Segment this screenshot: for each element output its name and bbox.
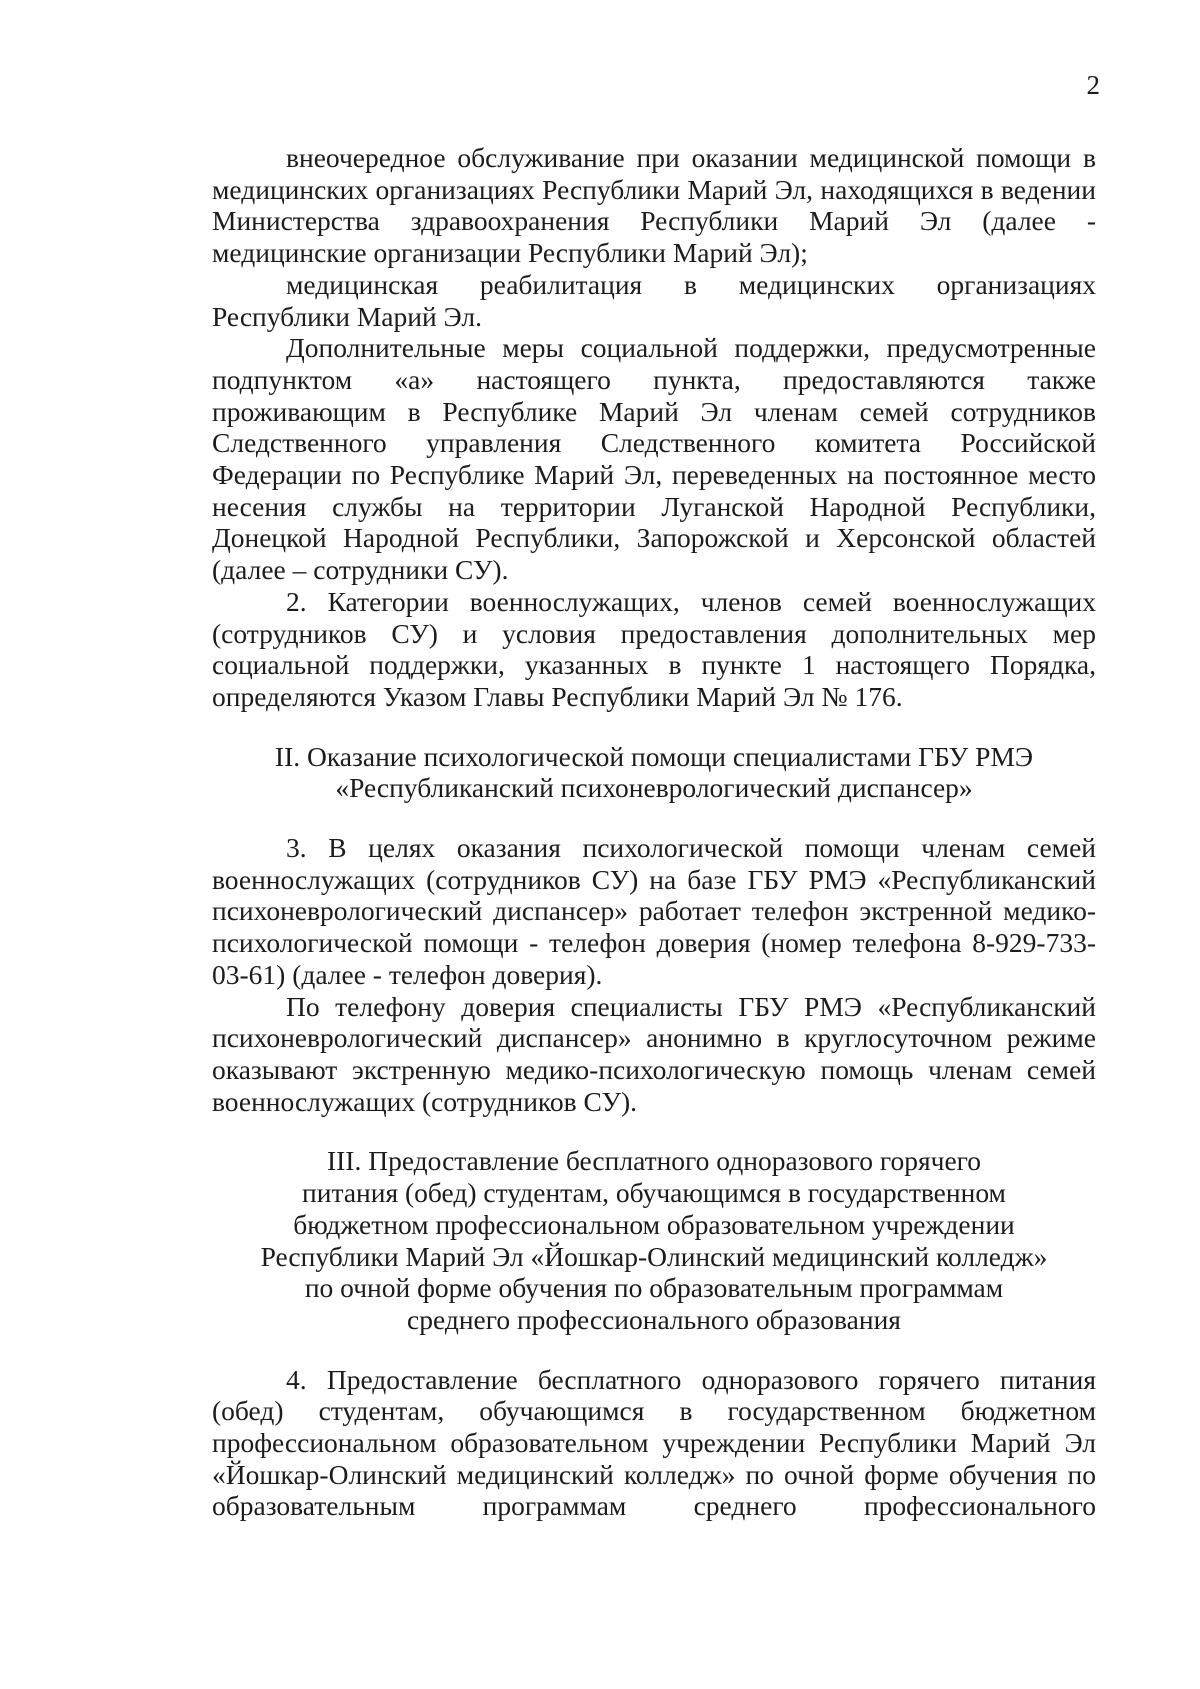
section-heading-line: среднего профессионального образования xyxy=(407,1303,901,1335)
section-heading-line: питания (обед) студентам, обучающимся в государственном xyxy=(302,1177,1006,1209)
paragraph-point-2: 2. Категории военнослужащих, членов семей военнослужащих (сотрудников СУ) и условия предоставления дополнительных мер социальной поддержки, указанных в пункте 1 настоящего Порядка, определяются Указом Главы Республики Марий Эл № 176. xyxy=(212,585,1096,712)
section-heading-3 xyxy=(212,1145,1096,1335)
section-heading-line: по очной форме обучения по образовательным программам xyxy=(304,1272,1004,1304)
paragraph-extraordinary-service: внеочередное обслуживание при оказании медицинской помощи в медицинских организациях Республики Марий Эл, находящихся в ведении Министерства здравоохранения Республики Марий Эл (далее - медицинские организации Республики Марий Эл); xyxy=(212,142,1096,269)
section-heading-line: III. Предоставление бесплатного одноразового горячего xyxy=(326,1145,981,1177)
section-heading-2 xyxy=(212,741,1096,804)
section-heading-line: II. Оказание психологической помощи специалистами ГБУ РМЭ xyxy=(274,740,1034,772)
paragraph-medical-rehabilitation: медицинская реабилитация в медицинских организациях Республики Марий Эл. xyxy=(212,268,1096,332)
paragraph-point-4: 4. Предоставление бесплатного одноразового горячего питания (обед) студентам, обучающимся в государственном бюджетном профессиональном образовательном учреждении Республики Марий Эл «Йошкар-Олинский медицинский колледж» по очной форме обучения по образовательным программам среднего профессионального xyxy=(212,1363,1096,1522)
page-number: 2 xyxy=(1086,70,1100,100)
section-heading-line: «Республиканский психоневрологический диспансер» xyxy=(335,772,973,804)
document-body xyxy=(212,142,1096,1522)
paragraph-point-3: 3. В целях оказания психологической помощи членам семей военнослужащих (сотрудников СУ) на базе ГБУ РМЭ «Республиканский психоневрологический диспансер» работает телефон экстренной медико-психологической помощи - телефон доверия (номер телефона 8-929-733-03-61) (далее - телефон доверия). xyxy=(212,832,1096,990)
paragraph-trust-phone: По телефону доверия специалисты ГБУ РМЭ «Республиканский психоневрологический диспансер» анонимно в круглосуточном режиме оказывают экстренную медико-психологическую помощь членам семей военнослужащих (сотрудников СУ). xyxy=(212,990,1096,1117)
section-heading-line: бюджетном профессиональном образовательном учреждении xyxy=(293,1208,1015,1240)
paragraph-additional-measures: Дополнительные меры социальной поддержки, предусмотренные подпунктом «а» настоящего пункта, предоставляются также проживающим в Республике Марий Эл членам семей сотрудников Следственного управления Следственного комитета Российской Федерации по Республике Марий Эл, переведенных на постоянное место несения службы на территории Луганской Народной Республики, Донецкой Народной Республики, Запорожской и Херсонской областей (далее – сотрудники СУ). xyxy=(212,332,1096,586)
section-heading-line: Республики Марий Эл «Йошкар-Олинский медицинский колледж» xyxy=(260,1240,1048,1272)
